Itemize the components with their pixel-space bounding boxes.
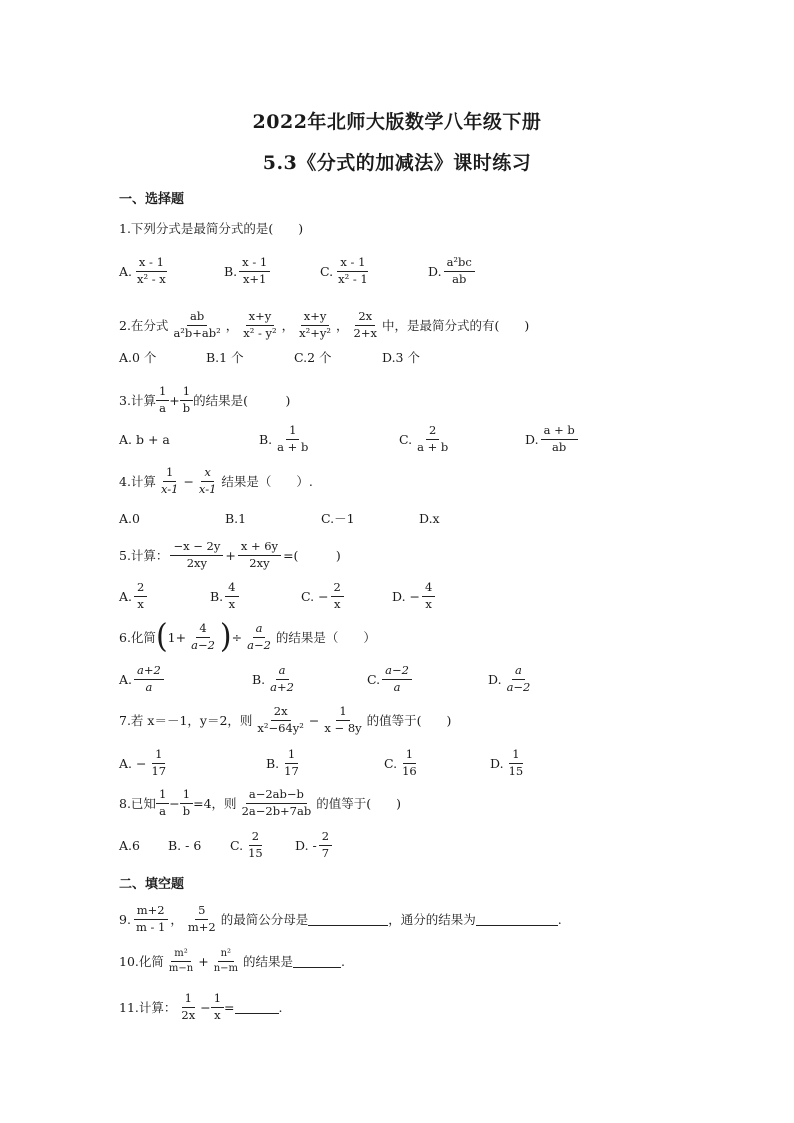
q3-option-d: D. $\frac{a + b}{ab}$	[525, 422, 580, 456]
q8-option-d: D. - $\frac{2}{7}$	[295, 828, 334, 862]
fraction: $\frac{a-2ab-b}{2a-2b+7ab}$	[241, 787, 312, 818]
fraction: $\frac{1}{b}$	[180, 788, 193, 817]
question-6-stem: 6.化简 ( 1+ $\frac{4}{a-2}$ ) ÷ $\frac{a}{a-2}$ 的结果是（ ）	[119, 617, 376, 656]
fraction: $\frac{x - 1}{x+1}$	[239, 256, 270, 285]
fraction: $\frac{1}{17}$	[284, 747, 299, 778]
q7-option-a: A. − $\frac{1}{17}$	[119, 746, 171, 780]
question-3-options	[119, 422, 679, 456]
q6-option-a: A. $\frac{a+2}{a}$	[119, 662, 166, 696]
q6-option-c: C. $\frac{a-2}{a}$	[367, 662, 414, 696]
fraction: $\frac{1}{x - 8y}$	[324, 704, 362, 735]
question-11-stem: 11.计算： $\frac{1}{2x}$ − $\frac{1}{x}$ = .	[119, 991, 283, 1022]
q1-option-c: C. $\frac{x - 1}{\text{x² - 1}}$	[320, 254, 373, 288]
fraction: $\frac{\text{a²bc}}{ab}$	[444, 256, 475, 285]
q6-option-d: D. $\frac{a}{a-2}$	[488, 662, 535, 696]
fraction: $\frac{1}{16}$	[402, 747, 417, 778]
q5-option-b: B. $\frac{4}{x}$	[210, 579, 241, 613]
fraction: $\frac{2}{x}$	[134, 581, 147, 610]
answer-blank[interactable]	[235, 1001, 279, 1014]
fraction: $\frac{a+2}{a}$	[134, 664, 164, 693]
fraction: $\frac{1}{a}$	[156, 385, 169, 414]
fraction: $\frac{2x}{\text{x²−64y²}}$	[257, 704, 304, 735]
q1-option-b: B. $\frac{x - 1}{x+1}$	[224, 254, 272, 288]
fraction: $\frac{4}{x}$	[225, 581, 238, 610]
fraction: $\frac{1}{x-1}$	[160, 465, 179, 496]
question-10-stem: 10.化简 $\frac{\text{m²}}{m-n}$ + $\frac{\text{n²}}{n-m}$ 的结果是 .	[119, 948, 345, 974]
q8-option-b: B. - 6	[168, 837, 202, 853]
fraction: $\frac{4}{x}$	[422, 581, 435, 610]
question-3-stem: 3.计算 $\frac{1}{a}$ + $\frac{1}{b}$ 的结果是( )	[119, 384, 291, 415]
question-4-stem: 4.计算 $\frac{1}{x-1}$ − $\frac{x}{x-1}$ 结果是（ ）.	[119, 465, 313, 496]
fraction: $\frac{2}{7}$	[319, 830, 332, 859]
question-8-stem: 8.已知 $\frac{1}{a}$ − $\frac{1}{b}$ =4，则 $\frac{a-2ab-b}{2a-2b+7ab}$ 的值等于( )	[119, 787, 401, 818]
fraction: $\frac{2}{x}$	[331, 581, 344, 610]
question-5-stem: 5.计算： $\frac{-x - 2y}{2xy}$ + $\frac{x + 6y}{2xy}$ =( )	[119, 539, 341, 570]
fraction: $\frac{x - 1}{\text{x² - 1}}$	[338, 255, 368, 286]
q7-option-b: B. $\frac{1}{17}$	[266, 746, 304, 780]
q2-option-d: D.3 个	[382, 350, 420, 365]
q5-option-a: A. $\frac{2}{x}$	[119, 579, 149, 613]
fraction: $\frac{x+y}{\text{x² - y²}}$	[243, 309, 277, 340]
q2-option-c: C.2 个	[294, 350, 332, 365]
q5-option-c: C. − $\frac{2}{x}$	[301, 579, 346, 613]
q8-option-c: C. $\frac{2}{15}$	[230, 828, 268, 862]
fraction: $\frac{a + b}{ab}$	[541, 424, 578, 453]
fraction: $\frac{1}{x}$	[211, 992, 224, 1021]
q3-option-c: C. $\frac{2}{a + b}$	[399, 422, 453, 456]
fraction: $\frac{\text{n²}}{n-m}$	[213, 948, 238, 974]
fraction: $\frac{5}{m+2}$	[187, 903, 216, 934]
answer-blank[interactable]	[308, 913, 388, 926]
page-subtitle: 5.3《分式的加减法》课时练习	[262, 152, 532, 174]
question-2-stem: 2.在分式 $\frac{ab}{\text{a²b+ab²}}$ ， $\frac{x+y}{\text{x² - y²}}$ ， $\frac{x+y}{\text{x²+y²}}$ ， $\frac{2x}{2+x}$ 中，是最简分式的有( )	[119, 309, 530, 340]
q8-option-a: A.6	[119, 837, 140, 853]
question-9-stem: 9. $\frac{m+2}{m - 1}$ ， $\frac{5}{m+2}$ 的最简公分母是 ，通分的结果为 .	[119, 903, 562, 934]
q5-option-d: D. − $\frac{4}{x}$	[392, 579, 437, 613]
question-6-options	[119, 662, 679, 696]
question-7-options	[119, 746, 679, 780]
q6-option-b: B. $\frac{a}{a+2}$	[252, 662, 299, 696]
question-2-options	[119, 346, 679, 368]
fraction: $\frac{1}{2x}$	[181, 991, 196, 1022]
fraction: $\frac{-x - 2y}{2xy}$	[170, 540, 223, 569]
q4-option-a: A.0	[119, 510, 140, 526]
fraction: $\frac{2}{15}$	[248, 829, 263, 860]
q2-option-b: B.1 个	[206, 350, 244, 365]
question-1-stem: 1.下列分式是最简分式的是( )	[119, 221, 304, 236]
fraction: $\frac{a-2}{a}$	[382, 664, 412, 693]
fraction: $\frac{1}{b}$	[180, 385, 193, 414]
question-4-options	[119, 507, 679, 529]
fraction: $\frac{m+2}{m - 1}$	[133, 904, 168, 933]
question-1-options	[119, 254, 679, 288]
question-5-options	[119, 579, 679, 613]
q1-option-d: D. $\frac{\text{a²bc}}{ab}$	[428, 254, 477, 288]
fraction: $\frac{x}{x-1}$	[198, 465, 217, 496]
fraction: $\frac{x + 6y}{2xy}$	[238, 540, 281, 569]
q7-option-d: D. $\frac{1}{15}$	[490, 746, 528, 780]
q4-option-b: B.1	[225, 510, 247, 526]
fraction: $\frac{ab}{\text{a²b+ab²}}$	[173, 309, 221, 340]
fraction: $\frac{2}{a + b}$	[417, 423, 449, 454]
fraction: $\frac{2x}{2+x}$	[353, 309, 377, 340]
fraction: $\frac{1}{17}$	[151, 747, 167, 778]
question-7-stem: 7.若 x＝－1，y＝2，则 $\frac{2x}{\text{x²−64y²}}$ − $\frac{1}{x - 8y}$ 的值等于( )	[119, 704, 452, 735]
answer-blank[interactable]	[476, 913, 558, 926]
fraction: $\frac{x+y}{\text{x²+y²}}$	[299, 309, 332, 340]
question-8-options	[119, 828, 679, 862]
q2-option-a: A.0 个	[119, 350, 157, 365]
fraction: $\frac{1}{a + b}$	[277, 423, 309, 454]
fraction: $\frac{1}{15}$	[508, 747, 524, 778]
fraction: $\frac{\text{m²}}{m-n}$	[168, 948, 194, 974]
q3-option-b: B. $\frac{1}{a + b}$	[259, 422, 313, 456]
page-title: 2022年北师大版数学八年级下册	[252, 111, 542, 133]
fraction: $\frac{a}{a-2}$	[247, 621, 271, 652]
q4-option-d: D.x	[419, 510, 440, 526]
q3-option-a: A. b + a	[119, 431, 170, 447]
fraction: $\frac{4}{a-2}$	[191, 621, 215, 652]
section-heading-fill-in: 二、填空题	[119, 877, 185, 892]
section-heading-choice: 一、选择题	[119, 192, 185, 207]
fraction: $\frac{1}{a}$	[156, 788, 169, 817]
fraction: $\frac{a}{a+2}$	[270, 663, 294, 694]
fraction: $\frac{a}{a-2}$	[506, 663, 531, 694]
q7-option-c: C. $\frac{1}{16}$	[384, 746, 422, 780]
fraction: $\frac{x - 1}{\text{x² - x}}$	[137, 255, 166, 286]
q4-option-c: C.－1	[321, 511, 355, 526]
q1-option-a: A. $\frac{x - 1}{\text{x² - x}}$	[119, 254, 171, 288]
answer-blank[interactable]	[293, 955, 341, 968]
